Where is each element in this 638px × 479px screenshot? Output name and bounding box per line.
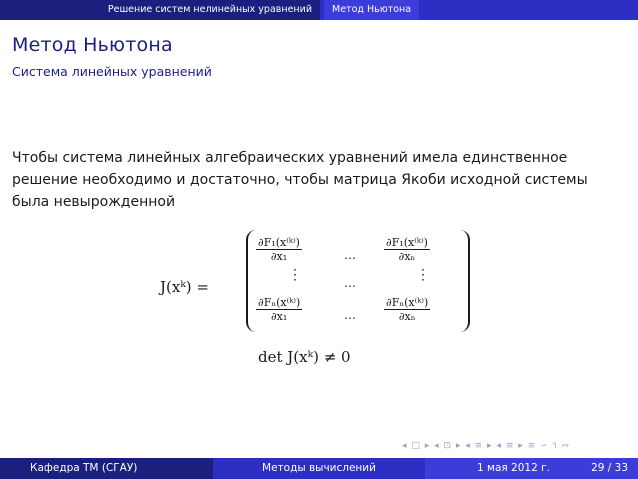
slide-subtitle: Система линейных уравнений [12, 64, 212, 79]
matrix-cell-3-3-denominator: ∂xₙ [384, 309, 430, 323]
matrix-cell-3-3-numerator: ∂Fₙ(x⁽ᵏ⁾) [386, 296, 429, 309]
footer-author-box [0, 458, 213, 479]
footer-bar [0, 458, 638, 479]
beamer-navigation-symbols[interactable]: ◂ □ ▸ ◂ ⊡ ▸ ◂ ≡ ▸ ◂ ≡ ▸ ≡ ∽ ૧ ∾ [402, 441, 571, 451]
matrix-cell-1-1 [256, 236, 302, 263]
slide-title: Метод Ньютона [12, 34, 173, 56]
matrix-cell-2-3: ⋮ [416, 267, 430, 283]
matrix-cell-2-1: ⋮ [288, 267, 302, 283]
matrix-cell-1-1-numerator: ∂F₁(x⁽ᵏ⁾) [258, 236, 300, 249]
matrix-cell-3-1-denominator: ∂x₁ [256, 309, 302, 323]
matrix-cell-2-2: … [344, 276, 356, 290]
section-link-nonlinear[interactable] [0, 0, 320, 20]
footer-date: 1 мая 2012 г. [477, 462, 550, 474]
section-link-newton[interactable] [320, 0, 638, 20]
matrix-right-paren [458, 230, 470, 332]
matrix-cell-3-3 [384, 296, 430, 323]
footer-date-box [425, 458, 638, 479]
footer-course-box [213, 458, 425, 479]
matrix-cell-3-1 [256, 296, 302, 323]
matrix-cell-1-2: … [344, 248, 356, 262]
section-label-nonlinear: Решение систем нелинейных уравнений [107, 4, 312, 15]
matrix-cell-1-3-denominator: ∂xₙ [384, 249, 430, 263]
top-navigation-bar [0, 0, 638, 24]
determinant-condition: det J(xᵏ) ≠ 0 [258, 348, 351, 366]
jacobian-label: J(xᵏ) = [160, 278, 209, 296]
matrix-cell-1-1-denominator: ∂x₁ [256, 249, 302, 263]
section-label-newton: Метод Ньютона [324, 0, 419, 20]
matrix-cell-1-3-numerator: ∂F₁(x⁽ᵏ⁾) [386, 236, 428, 249]
matrix-cell-1-3 [384, 236, 430, 263]
matrix-cell-3-2: … [344, 308, 356, 322]
slide-paragraph: Чтобы система линейных алгебраических уравнений имела единственное решение необходимо и достаточно, чтобы матрица Якоби исходной системы была невырожденной [12, 150, 588, 210]
footer-course: Методы вычислений [262, 462, 376, 474]
footer-author: Кафедра ТМ (СГАУ) [30, 462, 138, 474]
matrix-cell-3-1-numerator: ∂Fₙ(x⁽ᵏ⁾) [258, 296, 301, 309]
footer-page-number: 29 / 33 [591, 462, 628, 474]
